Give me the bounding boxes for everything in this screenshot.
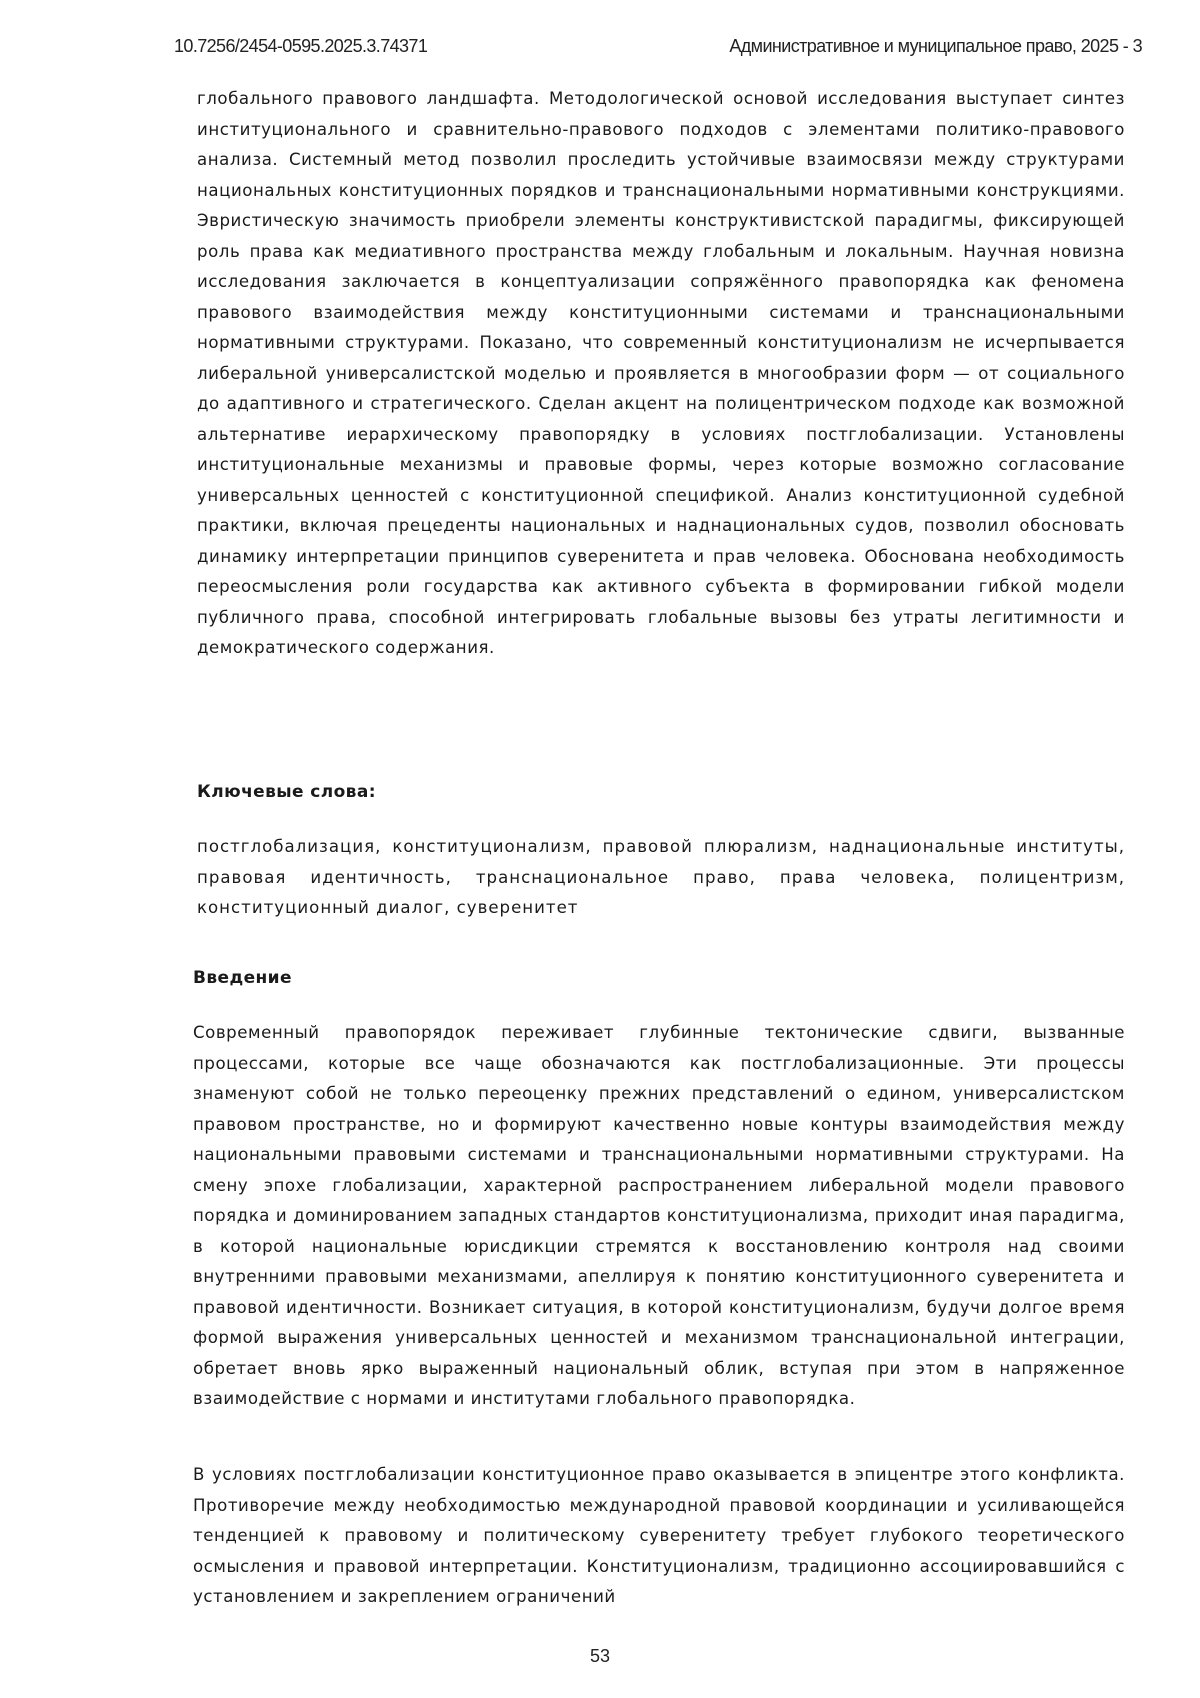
introduction-paragraph-1: Современный правопорядок переживает глубинные тектонические сдвиги, вызванные процессами, которые все чаще обозначаются как постглобализационные. Эти процессы знаменуют собой не только переоценку прежних представлений о едином, универсалистском правовом пространстве, но и формируют качественно новые контуры взаимодействия между национальными правовыми системами и транснациональными нормативными структурами. На смену эпохе глобализации, характерной распространением либеральной модели правового порядка и доминированием западных стандартов конституционализма, приходит иная парадигма, в которой национальные юрисдикции стремятся к восстановлению контроля над своими внутренними правовыми механизмами, апеллируя к понятию конституционного суверенитета и правовой идентичности. Возникает ситуация, в которой конституционализм, будучи долгое время формой выражения универсальных ценностей и механизмом транснациональной интеграции, обретает вновь ярко выраженный национальный облик, вступая при этом в напряженное взаимодействие с нормами и институтами глобального правопорядка. xyxy=(193,1023,1125,1408)
running-header xyxy=(174,36,1142,62)
introduction-paragraph-2: В условиях постглобализации конституционное право оказывается в эпицентре этого конфликта. Противоречие между необходимостью международной правовой координации и усиливающейся тенденцией к правовому и политическому суверенитету требует глубокого теоретического осмысления и правовой интерпретации. Конституционализм, традиционно ассоциировавшийся с установлением и закреплением ограничений xyxy=(193,1465,1125,1606)
page-number: 53 xyxy=(589,1646,611,1666)
doi-reference: 10.7256/2454-0595.2025.3.74371 xyxy=(174,36,428,56)
introduction-heading: Введение xyxy=(193,968,292,988)
abstract-paragraph: глобального правового ландшафта. Методологической основой исследования выступает синтез институционального и сравнительно-правового подходов с элементами политико-правового анализа. Системный метод позволил проследить устойчивые взаимосвязи между структурами национальных конституционных порядков и транснациональными нормативными конструкциями. Эвристическую значимость приобрели элементы конструктивистской парадигмы, фиксирующей роль права как медиативного пространства между глобальным и локальным. Научная новизна исследования заключается в концептуализации сопряжённого правопорядка как феномена правового взаимодействия между конституционными системами и транснациональными нормативными структурами. Показано, что современный конституционализм не исчерпывается либеральной универсалистской моделью и проявляется в многообразии форм — от социального до адаптивного и стратегического. Сделан акцент на полицентрическом подходе как возможной альтернативе иерархическому правопорядку в условиях постглобализации. Установлены институциональные механизмы и правовые формы, через которые возможно согласование универсальных ценностей с конституционной спецификой. Анализ конституционной судебной практики, включая прецеденты национальных и наднациональных судов, позволил обосновать динамику интерпретации принципов суверенитета и прав человека. Обоснована необходимость переосмысления роли государства как активного субъекта в формировании гибкой модели публичного права, способной интегрировать глобальные вызовы без утраты легитимности и демократического содержания. xyxy=(197,89,1125,657)
keywords-heading: Ключевые слова: xyxy=(197,782,376,802)
keywords-list: постглобализация, конституционализм, правовой плюрализм, наднациональные институты, правовая идентичность, транснациональное право, права человека, полицентризм, конституционный диалог, суверенитет xyxy=(197,837,1125,917)
journal-title: Административное и муниципальное право, 2025 - 3 xyxy=(729,36,1142,56)
